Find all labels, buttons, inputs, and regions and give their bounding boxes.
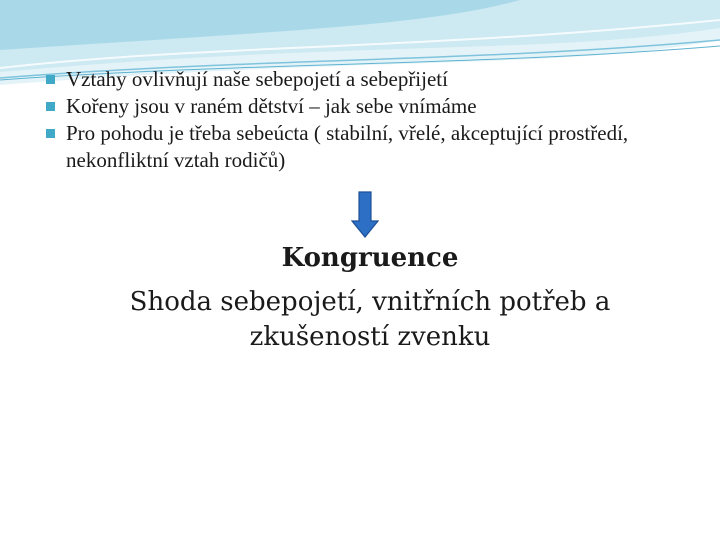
bullet-text: Vztahy ovlivňují naše sebepojetí a sebepřijetí xyxy=(66,67,448,91)
down-arrow-icon xyxy=(351,191,379,238)
bullet-item xyxy=(46,66,686,93)
bullet-item xyxy=(46,93,686,120)
bullet-item xyxy=(46,120,686,174)
concept-description: Shoda sebepojetí, vnitřních potřeb a zkušeností zvenku xyxy=(129,287,611,352)
concept-title: Kongruence xyxy=(281,243,459,273)
square-bullet-icon xyxy=(46,102,55,111)
square-bullet-icon xyxy=(46,75,55,84)
bullet-list xyxy=(46,66,686,174)
bullet-text: Pro pohodu je třeba sebeúcta ( stabilní, vřelé, akceptující prostředí, nekonfliktní vztah rodičů) xyxy=(66,121,629,172)
square-bullet-icon xyxy=(46,129,55,138)
bullet-text: Kořeny jsou v raném dětství – jak sebe vnímáme xyxy=(66,94,477,118)
